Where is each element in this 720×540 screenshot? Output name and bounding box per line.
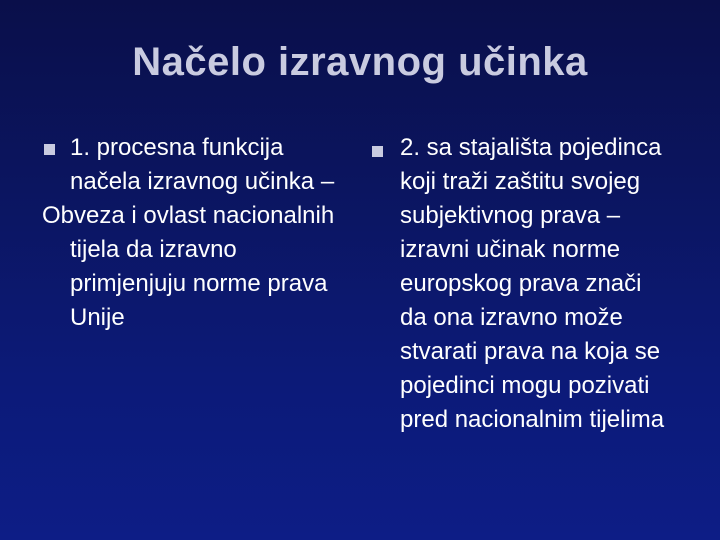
left-bullet-item [42,131,342,199]
right-bullet-item [368,131,668,437]
left-bullet-text: 1. procesna funkcija načela izravnog učinka – [70,134,335,195]
slide-title: Načelo izravnog učinka [132,40,588,84]
left-paragraph: Obveza i ovlast nacionalnih tijela da izravno primjenjuju norme prava Unije [42,202,335,331]
left-column [42,131,342,335]
square-bullet-icon [372,146,383,157]
right-bullet-text: 2. sa stajališta pojedinca koji traži zaštitu svojeg subjektivnog prava – izravni učinak norme europskog prava znači da ona izravno može stvarati prava na koja se pojedinci mogu pozivati pred nacionalnim tijelima [400,134,665,433]
square-bullet-icon [44,144,55,155]
right-column [368,131,668,437]
